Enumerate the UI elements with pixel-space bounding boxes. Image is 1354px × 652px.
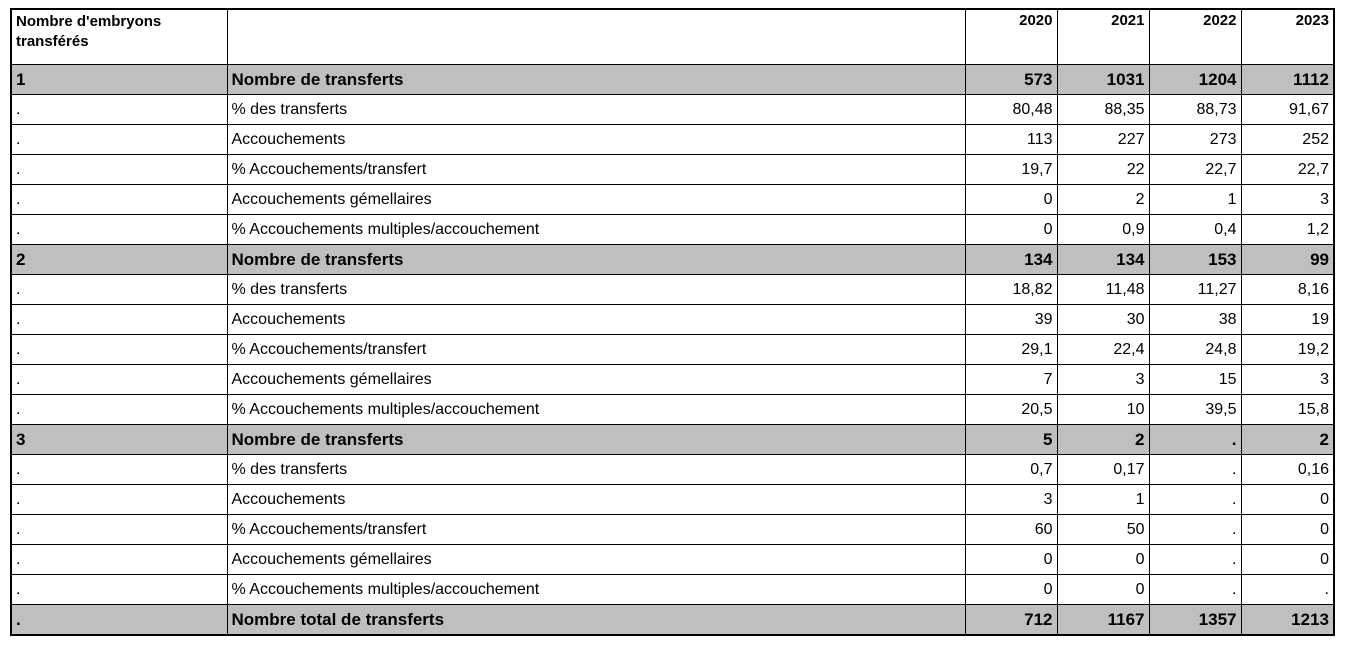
- value-cell-2022: 38: [1149, 305, 1241, 335]
- value-cell-2021: 0: [1057, 575, 1149, 605]
- value-cell-2020: 80,48: [965, 95, 1057, 125]
- row-label-cell: % des transferts: [227, 95, 965, 125]
- value-cell-2021: 2: [1057, 425, 1149, 455]
- value-cell-2020: 0: [965, 545, 1057, 575]
- row-label-cell: % Accouchements multiples/accouchement: [227, 575, 965, 605]
- value-cell-2022: 273: [1149, 125, 1241, 155]
- row-label-cell: Accouchements: [227, 485, 965, 515]
- value-cell-2021: 88,35: [1057, 95, 1149, 125]
- value-cell-2020: 134: [965, 245, 1057, 275]
- embryo-count-cell: .: [11, 365, 227, 395]
- value-cell-2023: 19: [1241, 305, 1334, 335]
- value-cell-2023: .: [1241, 575, 1334, 605]
- row-label-cell: % Accouchements/transfert: [227, 335, 965, 365]
- value-cell-2023: 252: [1241, 125, 1334, 155]
- value-cell-2021: 1167: [1057, 605, 1149, 636]
- group-row: [11, 425, 1334, 455]
- value-cell-2023: 91,67: [1241, 95, 1334, 125]
- value-cell-2020: 19,7: [965, 155, 1057, 185]
- value-cell-2022: 88,73: [1149, 95, 1241, 125]
- value-cell-2022: .: [1149, 515, 1241, 545]
- header-year-2022: 2022: [1149, 9, 1241, 65]
- header-label: [227, 9, 965, 65]
- table-row: [11, 335, 1334, 365]
- embryo-count-cell: .: [11, 395, 227, 425]
- table-header: [11, 9, 1334, 65]
- table-row: [11, 275, 1334, 305]
- row-label-cell: % des transferts: [227, 275, 965, 305]
- table-row: [11, 395, 1334, 425]
- value-cell-2023: 8,16: [1241, 275, 1334, 305]
- row-label-cell: Nombre de transferts: [227, 425, 965, 455]
- value-cell-2022: 1: [1149, 185, 1241, 215]
- value-cell-2022: 1204: [1149, 65, 1241, 95]
- value-cell-2021: 0: [1057, 545, 1149, 575]
- value-cell-2020: 573: [965, 65, 1057, 95]
- table-row: [11, 575, 1334, 605]
- table-row: [11, 95, 1334, 125]
- value-cell-2023: 3: [1241, 185, 1334, 215]
- row-label-cell: Nombre total de transferts: [227, 605, 965, 636]
- embryo-count-cell: .: [11, 455, 227, 485]
- embryo-count-cell: .: [11, 215, 227, 245]
- value-cell-2022: .: [1149, 485, 1241, 515]
- row-label-cell: % Accouchements/transfert: [227, 155, 965, 185]
- embryo-count-cell: 1: [11, 65, 227, 95]
- value-cell-2021: 1031: [1057, 65, 1149, 95]
- value-cell-2020: 20,5: [965, 395, 1057, 425]
- group-row: [11, 245, 1334, 275]
- value-cell-2020: 29,1: [965, 335, 1057, 365]
- row-label-cell: % Accouchements multiples/accouchement: [227, 215, 965, 245]
- embryo-count-cell: 2: [11, 245, 227, 275]
- value-cell-2023: 3: [1241, 365, 1334, 395]
- value-cell-2021: 0,9: [1057, 215, 1149, 245]
- embryo-count-cell: .: [11, 605, 227, 636]
- value-cell-2020: 0: [965, 185, 1057, 215]
- value-cell-2021: 10: [1057, 395, 1149, 425]
- value-cell-2022: .: [1149, 575, 1241, 605]
- value-cell-2021: 22,4: [1057, 335, 1149, 365]
- table-row: [11, 545, 1334, 575]
- row-label-cell: Nombre de transferts: [227, 65, 965, 95]
- table-row: [11, 515, 1334, 545]
- value-cell-2020: 39: [965, 305, 1057, 335]
- row-label-cell: % Accouchements multiples/accouchement: [227, 395, 965, 425]
- value-cell-2023: 0: [1241, 515, 1334, 545]
- embryo-count-cell: .: [11, 185, 227, 215]
- value-cell-2022: 0,4: [1149, 215, 1241, 245]
- value-cell-2020: 7: [965, 365, 1057, 395]
- header-embryo-count: Nombre d'embryons transférés: [11, 9, 227, 65]
- embryo-count-cell: .: [11, 155, 227, 185]
- value-cell-2020: 5: [965, 425, 1057, 455]
- value-cell-2021: 2: [1057, 185, 1149, 215]
- value-cell-2021: 0,17: [1057, 455, 1149, 485]
- row-label-cell: % des transferts: [227, 455, 965, 485]
- value-cell-2021: 30: [1057, 305, 1149, 335]
- value-cell-2022: 1357: [1149, 605, 1241, 636]
- value-cell-2020: 0: [965, 215, 1057, 245]
- row-label-cell: Accouchements gémellaires: [227, 545, 965, 575]
- embryo-count-cell: .: [11, 575, 227, 605]
- table-row: [11, 305, 1334, 335]
- value-cell-2022: 153: [1149, 245, 1241, 275]
- table-row: [11, 455, 1334, 485]
- table-row: [11, 185, 1334, 215]
- value-cell-2023: 0: [1241, 545, 1334, 575]
- embryo-count-cell: .: [11, 485, 227, 515]
- value-cell-2022: 15: [1149, 365, 1241, 395]
- table-container: [10, 8, 1335, 636]
- value-cell-2023: 99: [1241, 245, 1334, 275]
- table-row: [11, 125, 1334, 155]
- embryo-count-cell: .: [11, 125, 227, 155]
- value-cell-2023: 1112: [1241, 65, 1334, 95]
- value-cell-2020: 0: [965, 575, 1057, 605]
- value-cell-2020: 18,82: [965, 275, 1057, 305]
- embryo-count-cell: .: [11, 515, 227, 545]
- value-cell-2020: 0,7: [965, 455, 1057, 485]
- embryo-count-cell: .: [11, 545, 227, 575]
- value-cell-2020: 3: [965, 485, 1057, 515]
- table-row: [11, 215, 1334, 245]
- group-row: [11, 65, 1334, 95]
- value-cell-2023: 1,2: [1241, 215, 1334, 245]
- embryo-count-cell: .: [11, 335, 227, 365]
- value-cell-2021: 227: [1057, 125, 1149, 155]
- table-row: [11, 155, 1334, 185]
- value-cell-2022: .: [1149, 455, 1241, 485]
- embryo-transfer-table: [10, 8, 1335, 636]
- row-label-cell: Nombre de transferts: [227, 245, 965, 275]
- value-cell-2021: 1: [1057, 485, 1149, 515]
- value-cell-2021: 50: [1057, 515, 1149, 545]
- embryo-count-cell: .: [11, 275, 227, 305]
- value-cell-2022: 22,7: [1149, 155, 1241, 185]
- embryo-count-cell: 3: [11, 425, 227, 455]
- row-label-cell: % Accouchements/transfert: [227, 515, 965, 545]
- row-label-cell: Accouchements gémellaires: [227, 185, 965, 215]
- header-year-2021: 2021: [1057, 9, 1149, 65]
- value-cell-2021: 134: [1057, 245, 1149, 275]
- value-cell-2023: 1213: [1241, 605, 1334, 636]
- value-cell-2023: 22,7: [1241, 155, 1334, 185]
- value-cell-2023: 0,16: [1241, 455, 1334, 485]
- header-year-2023: 2023: [1241, 9, 1334, 65]
- value-cell-2022: .: [1149, 425, 1241, 455]
- header-year-2020: 2020: [965, 9, 1057, 65]
- embryo-count-cell: .: [11, 305, 227, 335]
- value-cell-2021: 3: [1057, 365, 1149, 395]
- value-cell-2020: 113: [965, 125, 1057, 155]
- value-cell-2020: 712: [965, 605, 1057, 636]
- value-cell-2022: 39,5: [1149, 395, 1241, 425]
- value-cell-2023: 2: [1241, 425, 1334, 455]
- embryo-count-cell: .: [11, 95, 227, 125]
- value-cell-2023: 19,2: [1241, 335, 1334, 365]
- value-cell-2022: 24,8: [1149, 335, 1241, 365]
- table-body: [11, 65, 1334, 636]
- total-row: [11, 605, 1334, 636]
- value-cell-2020: 60: [965, 515, 1057, 545]
- value-cell-2021: 22: [1057, 155, 1149, 185]
- value-cell-2022: .: [1149, 545, 1241, 575]
- header-row: [11, 9, 1334, 65]
- value-cell-2022: 11,27: [1149, 275, 1241, 305]
- value-cell-2021: 11,48: [1057, 275, 1149, 305]
- table-row: [11, 485, 1334, 515]
- row-label-cell: Accouchements gémellaires: [227, 365, 965, 395]
- value-cell-2023: 0: [1241, 485, 1334, 515]
- row-label-cell: Accouchements: [227, 305, 965, 335]
- table-row: [11, 365, 1334, 395]
- value-cell-2023: 15,8: [1241, 395, 1334, 425]
- row-label-cell: Accouchements: [227, 125, 965, 155]
